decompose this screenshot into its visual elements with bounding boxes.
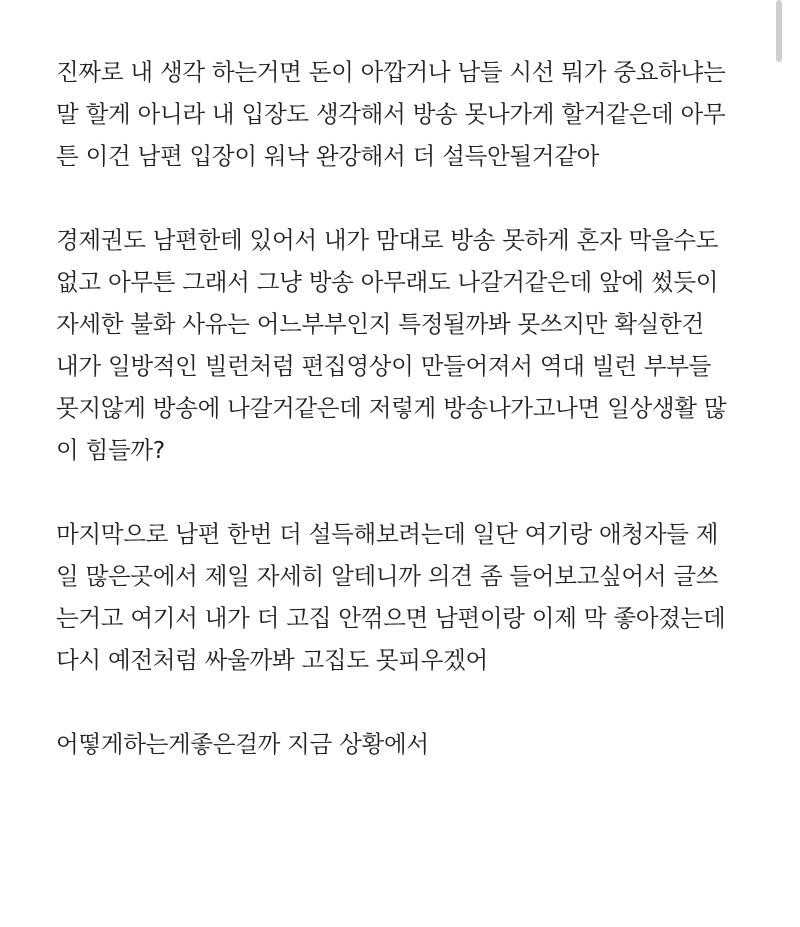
text-line: 못지않게 방송에 나갈거같은데 저렇게 방송나가고나면 일상생활 많 <box>56 394 727 422</box>
text-line: 이 힘들까? <box>56 436 165 464</box>
text-line: 내가 일방적인 빌런처럼 편집영상이 만들어져서 역대 빌런 부부들 <box>56 352 712 380</box>
text-line: 경제권도 남편한테 있어서 내가 맘대로 방송 못하게 혼자 막을수도 <box>56 226 719 254</box>
post-paragraph-3 <box>56 513 778 681</box>
post-body <box>56 51 778 765</box>
text-line: 진짜로 내 생각 하는거면 돈이 아깝거나 남들 시선 뭐가 중요하냐는 <box>56 58 726 86</box>
post-paragraph-4 <box>56 723 778 765</box>
text-line: 튼 이건 남편 입장이 워낙 완강해서 더 설득안될거같아 <box>56 142 600 170</box>
text-line: 자세한 불화 사유는 어느부부인지 특정될까봐 못쓰지만 확실한건 <box>56 310 704 338</box>
text-line: 없고 아무튼 그래서 그냥 방송 아무래도 나갈거같은데 앞에 썼듯이 <box>56 268 719 296</box>
text-line: 마지막으로 남편 한번 더 설득해보려는데 일단 여기랑 애청자들 제 <box>56 520 719 548</box>
text-line: 말 할게 아니라 내 입장도 생각해서 방송 못나가게 할거같은데 아무 <box>56 100 726 128</box>
text-line: 어떻게하는게좋은걸까 지금 상황에서 <box>56 730 429 758</box>
post-paragraph-2 <box>56 219 778 471</box>
post-paragraph-1 <box>56 51 778 177</box>
text-line: 일 많은곳에서 제일 자세히 알테니까 의견 좀 들어보고싶어서 글쓰 <box>56 562 719 590</box>
scrollbar-thumb[interactable] <box>776 0 782 62</box>
text-line: 다시 예전처럼 싸울까봐 고집도 못피우겠어 <box>56 646 488 674</box>
text-line: 는거고 여기서 내가 더 고집 안꺾으면 남편이랑 이제 막 좋아졌는데 <box>56 604 726 632</box>
